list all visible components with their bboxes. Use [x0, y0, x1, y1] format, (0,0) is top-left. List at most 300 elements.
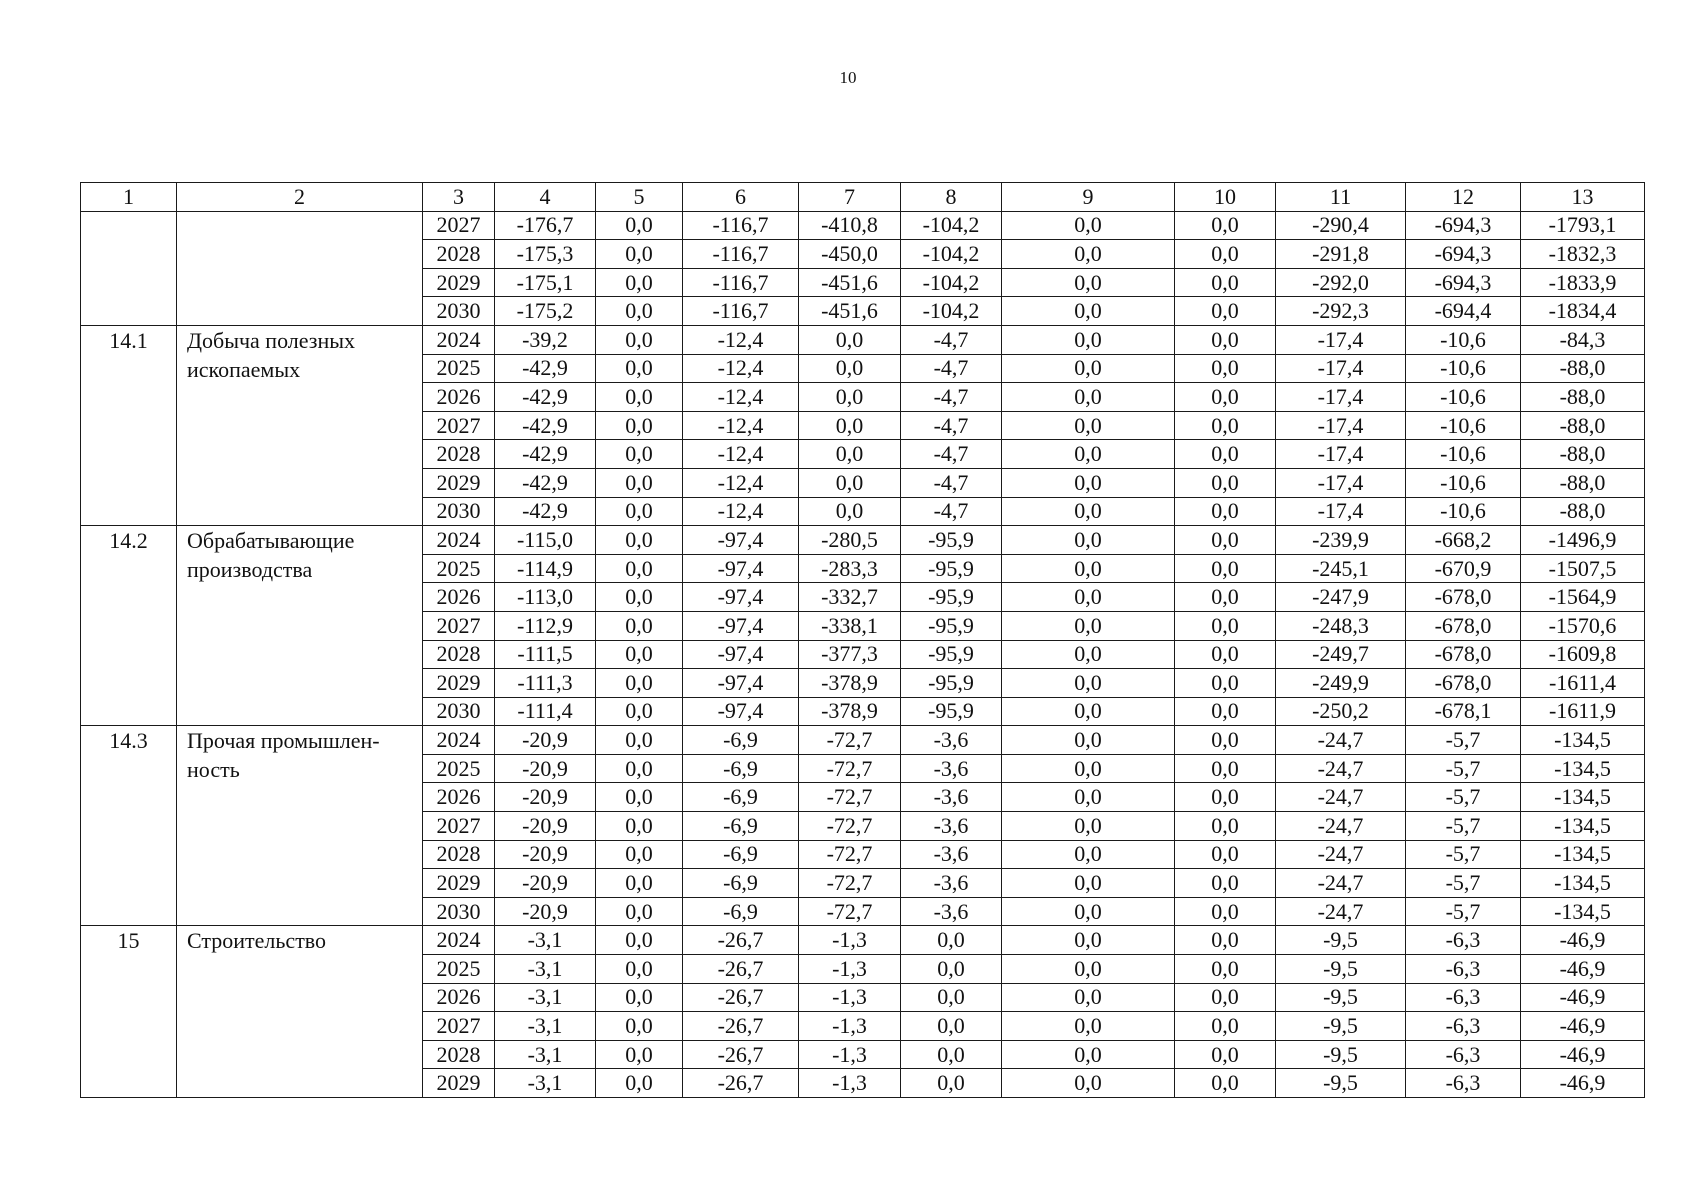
value-cell: -247,9: [1276, 583, 1406, 612]
value-cell: -410,8: [799, 211, 901, 240]
year-cell: 2025: [423, 554, 495, 583]
value-cell: 0,0: [901, 1012, 1002, 1041]
value-cell: 0,0: [596, 1040, 683, 1069]
column-number-header: 12: [1406, 183, 1521, 212]
value-cell: 0,0: [1002, 926, 1175, 955]
value-cell: 0,0: [1175, 325, 1276, 354]
value-cell: -72,7: [799, 897, 901, 926]
value-cell: -104,2: [901, 268, 1002, 297]
value-cell: 0,0: [1002, 297, 1175, 326]
value-cell: -95,9: [901, 697, 1002, 726]
value-cell: -46,9: [1521, 1040, 1645, 1069]
value-cell: -113,0: [495, 583, 596, 612]
value-cell: 0,0: [1175, 669, 1276, 698]
value-cell: -4,7: [901, 468, 1002, 497]
value-cell: -3,1: [495, 1012, 596, 1041]
year-cell: 2030: [423, 697, 495, 726]
value-cell: -10,6: [1406, 497, 1521, 526]
value-cell: -42,9: [495, 411, 596, 440]
value-cell: -291,8: [1276, 240, 1406, 269]
value-cell: -24,7: [1276, 869, 1406, 898]
value-cell: -245,1: [1276, 554, 1406, 583]
column-number-header: 7: [799, 183, 901, 212]
value-cell: -72,7: [799, 783, 901, 812]
value-cell: -72,7: [799, 726, 901, 755]
value-cell: 0,0: [596, 325, 683, 354]
value-cell: 0,0: [1002, 411, 1175, 440]
row-code: [81, 211, 177, 325]
value-cell: -175,3: [495, 240, 596, 269]
value-cell: 0,0: [596, 926, 683, 955]
value-cell: -20,9: [495, 754, 596, 783]
value-cell: -42,9: [495, 354, 596, 383]
value-cell: -4,7: [901, 383, 1002, 412]
value-cell: -3,6: [901, 754, 1002, 783]
value-cell: -17,4: [1276, 468, 1406, 497]
value-cell: -134,5: [1521, 783, 1645, 812]
row-label: Прочая промышлен-ность: [177, 726, 423, 926]
value-cell: -451,6: [799, 297, 901, 326]
value-cell: -4,7: [901, 411, 1002, 440]
value-cell: -338,1: [799, 611, 901, 640]
value-cell: -134,5: [1521, 726, 1645, 755]
value-cell: -46,9: [1521, 1012, 1645, 1041]
value-cell: -4,7: [901, 325, 1002, 354]
value-cell: -678,0: [1406, 583, 1521, 612]
value-cell: -88,0: [1521, 383, 1645, 412]
value-cell: 0,0: [596, 726, 683, 755]
value-cell: 0,0: [1002, 268, 1175, 297]
value-cell: -116,7: [683, 297, 799, 326]
value-cell: -451,6: [799, 268, 901, 297]
value-cell: 0,0: [596, 554, 683, 583]
value-cell: 0,0: [596, 812, 683, 841]
value-cell: -290,4: [1276, 211, 1406, 240]
value-cell: 0,0: [1175, 926, 1276, 955]
value-cell: 0,0: [596, 1012, 683, 1041]
year-cell: 2029: [423, 669, 495, 698]
value-cell: 0,0: [1175, 497, 1276, 526]
row-label: Обрабатывающие производства: [177, 526, 423, 726]
value-cell: -46,9: [1521, 1069, 1645, 1098]
value-cell: 0,0: [1002, 383, 1175, 412]
column-number-header: 1: [81, 183, 177, 212]
value-cell: -104,2: [901, 240, 1002, 269]
value-cell: -1,3: [799, 983, 901, 1012]
value-cell: 0,0: [1175, 869, 1276, 898]
value-cell: -20,9: [495, 812, 596, 841]
value-cell: -24,7: [1276, 754, 1406, 783]
value-cell: 0,0: [596, 297, 683, 326]
value-cell: 0,0: [1002, 554, 1175, 583]
value-cell: 0,0: [1002, 640, 1175, 669]
value-cell: -6,9: [683, 840, 799, 869]
value-cell: -42,9: [495, 497, 596, 526]
value-cell: -12,4: [683, 411, 799, 440]
year-cell: 2030: [423, 497, 495, 526]
value-cell: -6,9: [683, 869, 799, 898]
value-cell: -4,7: [901, 354, 1002, 383]
table-row: [81, 325, 1645, 354]
value-cell: -17,4: [1276, 325, 1406, 354]
value-cell: -6,3: [1406, 1069, 1521, 1098]
value-cell: -292,3: [1276, 297, 1406, 326]
value-cell: -10,6: [1406, 411, 1521, 440]
value-cell: 0,0: [1002, 754, 1175, 783]
value-cell: -88,0: [1521, 497, 1645, 526]
value-cell: 0,0: [1002, 869, 1175, 898]
value-cell: 0,0: [596, 783, 683, 812]
value-cell: 0,0: [596, 640, 683, 669]
value-cell: -1832,3: [1521, 240, 1645, 269]
value-cell: -6,9: [683, 726, 799, 755]
value-cell: -95,9: [901, 554, 1002, 583]
value-cell: -3,6: [901, 783, 1002, 812]
value-cell: 0,0: [596, 354, 683, 383]
value-cell: 0,0: [901, 1069, 1002, 1098]
value-cell: -20,9: [495, 840, 596, 869]
value-cell: -175,1: [495, 268, 596, 297]
value-cell: 0,0: [1002, 325, 1175, 354]
value-cell: 0,0: [596, 840, 683, 869]
year-cell: 2025: [423, 354, 495, 383]
value-cell: -3,6: [901, 840, 1002, 869]
value-cell: -12,4: [683, 354, 799, 383]
value-cell: -20,9: [495, 726, 596, 755]
value-cell: -46,9: [1521, 983, 1645, 1012]
value-cell: 0,0: [1175, 983, 1276, 1012]
value-cell: 0,0: [596, 897, 683, 926]
value-cell: -134,5: [1521, 840, 1645, 869]
value-cell: -5,7: [1406, 726, 1521, 755]
value-cell: -26,7: [683, 983, 799, 1012]
value-cell: 0,0: [1175, 611, 1276, 640]
value-cell: -4,7: [901, 440, 1002, 469]
column-number-header: 4: [495, 183, 596, 212]
value-cell: -9,5: [1276, 1012, 1406, 1041]
year-cell: 2030: [423, 297, 495, 326]
value-cell: -378,9: [799, 669, 901, 698]
value-cell: -26,7: [683, 1040, 799, 1069]
value-cell: 0,0: [596, 983, 683, 1012]
column-number-header: 2: [177, 183, 423, 212]
row-code: 14.2: [81, 526, 177, 726]
value-cell: 0,0: [1175, 383, 1276, 412]
value-cell: -95,9: [901, 526, 1002, 555]
value-cell: 0,0: [901, 926, 1002, 955]
value-cell: -678,0: [1406, 611, 1521, 640]
value-cell: 0,0: [1175, 840, 1276, 869]
value-cell: -6,9: [683, 783, 799, 812]
value-cell: 0,0: [1175, 955, 1276, 984]
year-cell: 2027: [423, 812, 495, 841]
value-cell: -42,9: [495, 440, 596, 469]
column-number-header: 3: [423, 183, 495, 212]
value-cell: -6,3: [1406, 926, 1521, 955]
value-cell: -1,3: [799, 1012, 901, 1041]
value-cell: -26,7: [683, 1069, 799, 1098]
value-cell: -42,9: [495, 383, 596, 412]
value-cell: -694,3: [1406, 240, 1521, 269]
value-cell: -10,6: [1406, 440, 1521, 469]
value-cell: -694,3: [1406, 211, 1521, 240]
value-cell: -6,3: [1406, 983, 1521, 1012]
value-cell: -95,9: [901, 640, 1002, 669]
value-cell: 0,0: [1002, 354, 1175, 383]
value-cell: 0,0: [596, 440, 683, 469]
value-cell: -5,7: [1406, 840, 1521, 869]
value-cell: -670,9: [1406, 554, 1521, 583]
value-cell: -104,2: [901, 297, 1002, 326]
value-cell: -1833,9: [1521, 268, 1645, 297]
value-cell: -111,3: [495, 669, 596, 698]
value-cell: -112,9: [495, 611, 596, 640]
value-cell: 0,0: [596, 955, 683, 984]
value-cell: 0,0: [1002, 240, 1175, 269]
table-row: [81, 211, 1645, 240]
value-cell: -97,4: [683, 583, 799, 612]
value-cell: -9,5: [1276, 955, 1406, 984]
value-cell: 0,0: [1175, 240, 1276, 269]
value-cell: -26,7: [683, 926, 799, 955]
value-cell: 0,0: [799, 325, 901, 354]
value-cell: 0,0: [596, 1069, 683, 1098]
value-cell: -175,2: [495, 297, 596, 326]
value-cell: -95,9: [901, 669, 1002, 698]
value-cell: -283,3: [799, 554, 901, 583]
value-cell: -116,7: [683, 268, 799, 297]
value-cell: -24,7: [1276, 840, 1406, 869]
value-cell: 0,0: [1002, 1069, 1175, 1098]
data-table: [80, 182, 1645, 1098]
value-cell: -10,6: [1406, 468, 1521, 497]
value-cell: -88,0: [1521, 468, 1645, 497]
value-cell: -9,5: [1276, 1040, 1406, 1069]
year-cell: 2026: [423, 383, 495, 412]
column-number-header: 9: [1002, 183, 1175, 212]
value-cell: 0,0: [901, 983, 1002, 1012]
value-cell: -4,7: [901, 497, 1002, 526]
value-cell: -3,6: [901, 726, 1002, 755]
value-cell: -5,7: [1406, 754, 1521, 783]
year-cell: 2025: [423, 754, 495, 783]
value-cell: -72,7: [799, 840, 901, 869]
value-cell: 0,0: [1175, 640, 1276, 669]
value-cell: -3,1: [495, 926, 596, 955]
value-cell: -134,5: [1521, 869, 1645, 898]
value-cell: 0,0: [901, 955, 1002, 984]
value-cell: 0,0: [799, 383, 901, 412]
value-cell: 0,0: [799, 411, 901, 440]
value-cell: -84,3: [1521, 325, 1645, 354]
value-cell: 0,0: [1002, 211, 1175, 240]
value-cell: -6,9: [683, 754, 799, 783]
value-cell: -1,3: [799, 926, 901, 955]
value-cell: -26,7: [683, 955, 799, 984]
value-cell: -104,2: [901, 211, 1002, 240]
value-cell: -10,6: [1406, 325, 1521, 354]
value-cell: 0,0: [1002, 440, 1175, 469]
value-cell: 0,0: [596, 754, 683, 783]
value-cell: -20,9: [495, 869, 596, 898]
value-cell: -1570,6: [1521, 611, 1645, 640]
value-cell: -694,4: [1406, 297, 1521, 326]
value-cell: -332,7: [799, 583, 901, 612]
value-cell: -9,5: [1276, 926, 1406, 955]
value-cell: 0,0: [596, 869, 683, 898]
value-cell: -97,4: [683, 697, 799, 726]
value-cell: -450,0: [799, 240, 901, 269]
value-cell: 0,0: [1175, 1069, 1276, 1098]
value-cell: -1793,1: [1521, 211, 1645, 240]
year-cell: 2026: [423, 783, 495, 812]
value-cell: -97,4: [683, 669, 799, 698]
value-cell: -377,3: [799, 640, 901, 669]
value-cell: 0,0: [1175, 783, 1276, 812]
value-cell: -9,5: [1276, 1069, 1406, 1098]
value-cell: 0,0: [596, 526, 683, 555]
year-cell: 2027: [423, 1012, 495, 1041]
year-cell: 2028: [423, 840, 495, 869]
value-cell: 0,0: [1002, 983, 1175, 1012]
value-cell: -95,9: [901, 583, 1002, 612]
value-cell: -5,7: [1406, 897, 1521, 926]
value-cell: -5,7: [1406, 812, 1521, 841]
value-cell: -3,1: [495, 1040, 596, 1069]
value-cell: 0,0: [596, 611, 683, 640]
value-cell: 0,0: [1002, 526, 1175, 555]
value-cell: -17,4: [1276, 354, 1406, 383]
value-cell: 0,0: [596, 697, 683, 726]
value-cell: 0,0: [799, 440, 901, 469]
year-cell: 2024: [423, 926, 495, 955]
value-cell: -12,4: [683, 497, 799, 526]
column-number-header: 13: [1521, 183, 1645, 212]
value-cell: 0,0: [596, 468, 683, 497]
value-cell: 0,0: [1175, 897, 1276, 926]
value-cell: -24,7: [1276, 897, 1406, 926]
year-cell: 2026: [423, 583, 495, 612]
value-cell: 0,0: [596, 240, 683, 269]
value-cell: 0,0: [1175, 1040, 1276, 1069]
value-cell: -17,4: [1276, 411, 1406, 440]
value-cell: -1611,4: [1521, 669, 1645, 698]
value-cell: -1,3: [799, 1040, 901, 1069]
row-label: Добыча полезных ископаемых: [177, 325, 423, 525]
value-cell: 0,0: [1175, 697, 1276, 726]
value-cell: 0,0: [1002, 497, 1175, 526]
value-cell: -24,7: [1276, 783, 1406, 812]
value-cell: -6,3: [1406, 1040, 1521, 1069]
year-cell: 2027: [423, 211, 495, 240]
value-cell: 0,0: [1175, 297, 1276, 326]
value-cell: -292,0: [1276, 268, 1406, 297]
value-cell: -668,2: [1406, 526, 1521, 555]
year-cell: 2029: [423, 1069, 495, 1098]
value-cell: -1507,5: [1521, 554, 1645, 583]
value-cell: 0,0: [1002, 611, 1175, 640]
value-cell: -1609,8: [1521, 640, 1645, 669]
value-cell: -72,7: [799, 812, 901, 841]
value-cell: -6,3: [1406, 955, 1521, 984]
value-cell: 0,0: [1002, 669, 1175, 698]
value-cell: -97,4: [683, 640, 799, 669]
table-row: [81, 926, 1645, 955]
value-cell: 0,0: [1175, 211, 1276, 240]
year-cell: 2025: [423, 955, 495, 984]
value-cell: -111,5: [495, 640, 596, 669]
value-cell: -97,4: [683, 611, 799, 640]
value-cell: -6,9: [683, 812, 799, 841]
value-cell: -134,5: [1521, 812, 1645, 841]
value-cell: 0,0: [1002, 697, 1175, 726]
value-cell: -72,7: [799, 869, 901, 898]
value-cell: 0,0: [596, 383, 683, 412]
table-row: [81, 526, 1645, 555]
row-code: 14.1: [81, 325, 177, 525]
year-cell: 2028: [423, 440, 495, 469]
column-number-header: 6: [683, 183, 799, 212]
column-number-header: 11: [1276, 183, 1406, 212]
value-cell: 0,0: [1002, 840, 1175, 869]
value-cell: -250,2: [1276, 697, 1406, 726]
value-cell: -42,9: [495, 468, 596, 497]
value-cell: 0,0: [596, 211, 683, 240]
value-cell: 0,0: [901, 1040, 1002, 1069]
year-cell: 2024: [423, 526, 495, 555]
value-cell: -5,7: [1406, 783, 1521, 812]
value-cell: -1834,4: [1521, 297, 1645, 326]
value-cell: -26,7: [683, 1012, 799, 1041]
value-cell: 0,0: [1175, 726, 1276, 755]
value-cell: -46,9: [1521, 955, 1645, 984]
value-cell: -17,4: [1276, 440, 1406, 469]
value-cell: -3,6: [901, 869, 1002, 898]
value-cell: -17,4: [1276, 383, 1406, 412]
year-cell: 2024: [423, 726, 495, 755]
value-cell: -12,4: [683, 383, 799, 412]
value-cell: -6,9: [683, 897, 799, 926]
value-cell: -12,4: [683, 325, 799, 354]
value-cell: -280,5: [799, 526, 901, 555]
value-cell: -12,4: [683, 440, 799, 469]
value-cell: -39,2: [495, 325, 596, 354]
value-cell: -95,9: [901, 611, 1002, 640]
value-cell: 0,0: [1175, 1012, 1276, 1041]
value-cell: 0,0: [1175, 754, 1276, 783]
value-cell: -249,9: [1276, 669, 1406, 698]
page-number: 10: [839, 68, 857, 87]
value-cell: -248,3: [1276, 611, 1406, 640]
value-cell: -678,1: [1406, 697, 1521, 726]
value-cell: -72,7: [799, 754, 901, 783]
value-cell: 0,0: [1002, 783, 1175, 812]
value-cell: -3,1: [495, 983, 596, 1012]
value-cell: -24,7: [1276, 726, 1406, 755]
value-cell: -24,7: [1276, 812, 1406, 841]
value-cell: -97,4: [683, 554, 799, 583]
value-cell: -176,7: [495, 211, 596, 240]
value-cell: -1496,9: [1521, 526, 1645, 555]
year-cell: 2029: [423, 268, 495, 297]
value-cell: -678,0: [1406, 640, 1521, 669]
year-cell: 2028: [423, 1040, 495, 1069]
year-cell: 2026: [423, 983, 495, 1012]
value-cell: -20,9: [495, 783, 596, 812]
value-cell: -1,3: [799, 1069, 901, 1098]
column-number-header: 8: [901, 183, 1002, 212]
value-cell: 0,0: [1175, 526, 1276, 555]
